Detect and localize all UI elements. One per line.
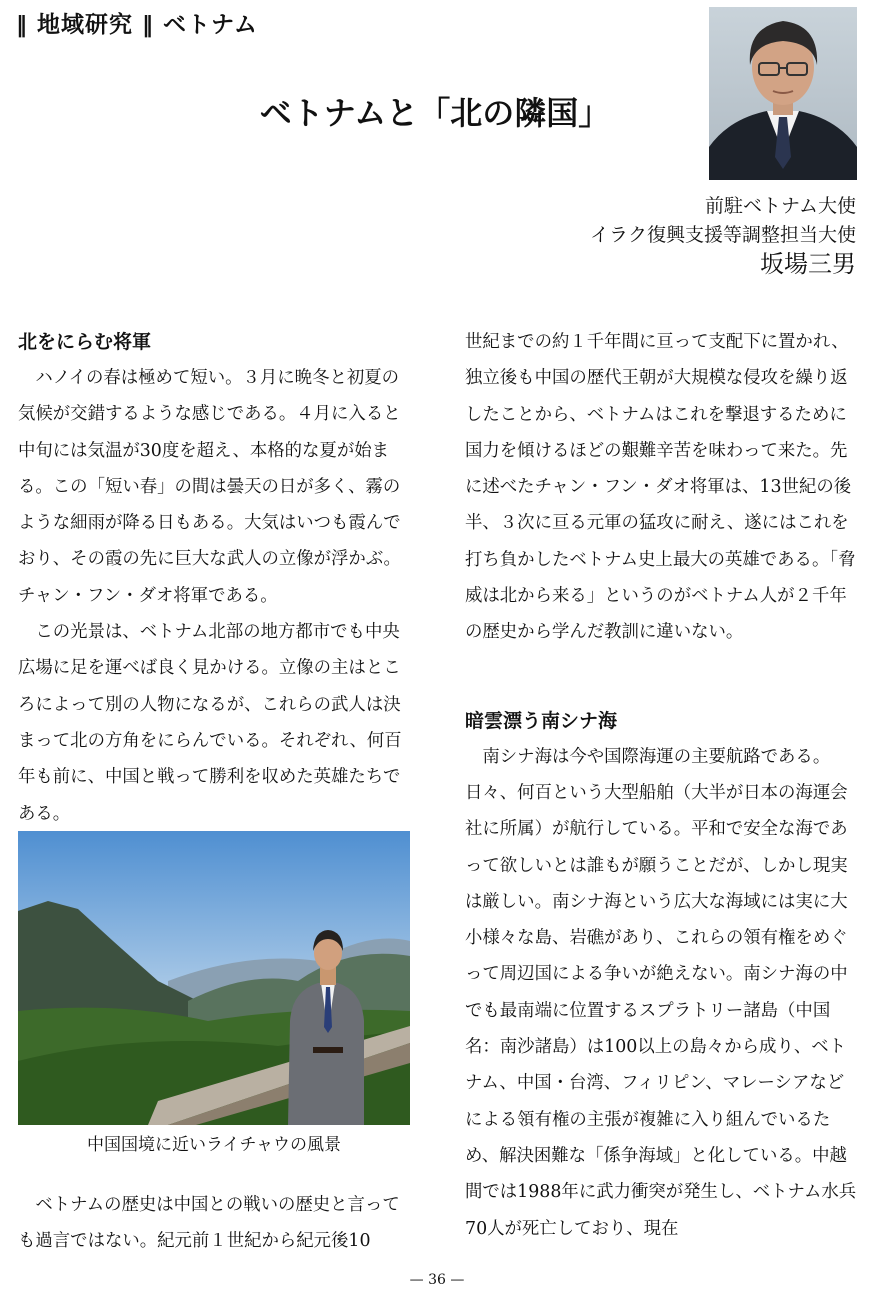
author-portrait [709,7,857,180]
section-spacer [465,651,857,703]
header-bars-right: ‖ [142,13,155,38]
author-role-1: 前駐ベトナム大使 [704,195,856,217]
column-right [465,324,857,1247]
paragraph-1: ハノイの春は極めて短い。３月に晩冬と初夏の気候が交錯するような感じである。４月に入ると中旬には気温が30度を超え、本格的な夏が始まる。この「短い春」の間は曇天の日が多く、霧のような細雨が降る日もある。大気はいつも霞んでおり、その霞の先に巨大な武人の立像が浮かぶ。チャン・フン・ダオ将軍である。 [18,368,401,606]
column-left-top [18,324,410,832]
author-role-2: イラク復興支援等調整担当大使 [589,224,856,246]
portrait-image [709,7,857,180]
paragraph-4: 世紀までの約１千年間に亘って支配下に置かれ、独立後も中国の歴代王朝が大規模な侵攻を繰り返したことから、ベトナムはこれを撃退するために国力を傾けるほどの艱難辛苦を味わって来た。先に述べたチャン・フン・ダオ将軍は、13世紀の後半、３次に亘る元軍の猛攻に耐え、遂にはこれを打ち負かしたベトナム史上最大の英雄である。「脅威は北から来る」というのがベトナム人が２千年の歴史から学んだ教訓に違いない。 [465,332,856,643]
country-label: ベトナム [163,12,258,38]
article-title: ベトナムと「北の隣国」 [259,94,611,132]
landscape-photo [18,831,410,1125]
section-header [16,6,258,39]
paragraph-3: ベトナムの歴史は中国との戦いの歴史と言っても過言ではない。紀元前１世紀から紀元後10 [18,1195,400,1252]
page-number: — 36 — [409,1272,465,1288]
author-name: 坂場三男 [760,250,856,278]
author-block [590,192,856,279]
section-heading-1: 北をにらむ将軍 [18,331,152,353]
header-bars-left: ‖ [16,13,28,38]
column-left-bottom [18,1187,410,1260]
section-label: 地域研究 [37,12,134,38]
paragraph-2: この光景は、ベトナム北部の地方都市でも中央広場に足を運べば良く見かける。立像の主はところによって別の人物になるが、これらの武人は決まって北の方角をにらんでいる。それぞれ、何百年も前に、中国と戦って勝利を収めた英雄たちである。 [18,622,402,824]
landscape-image [18,831,410,1125]
section-heading-2: 暗雲漂う南シナ海 [465,709,618,732]
photo-caption: 中国国境に近いライチャウの風景 [87,1135,341,1155]
paragraph-5: 南シナ海は今や国際海運の主要航路である。日々、何百という大型船舶（大半が日本の海運会社に所属）が航行している。平和で安全な海であって欲しいとは誰もが願うことだが、しかし現実は厳しい。南シナ海という広大な海域には実に大小様々な島、岩礁があり、これらの領有権をめぐって周辺国による争いが絶えない。南シナ海の中でも最南端に位置するスプラトリー諸島（中国名：南沙諸島）は100以上の島々から成り、ベトナム、中国・台湾、フィリピン、マレーシアなどによる領有権の主張が複雑に入り組んでいるため、解決困難な「係争海域」と化している。中越間では1988年に武力衝突が発生し、ベトナム水兵70人が死亡しており、現在 [465,746,857,1239]
